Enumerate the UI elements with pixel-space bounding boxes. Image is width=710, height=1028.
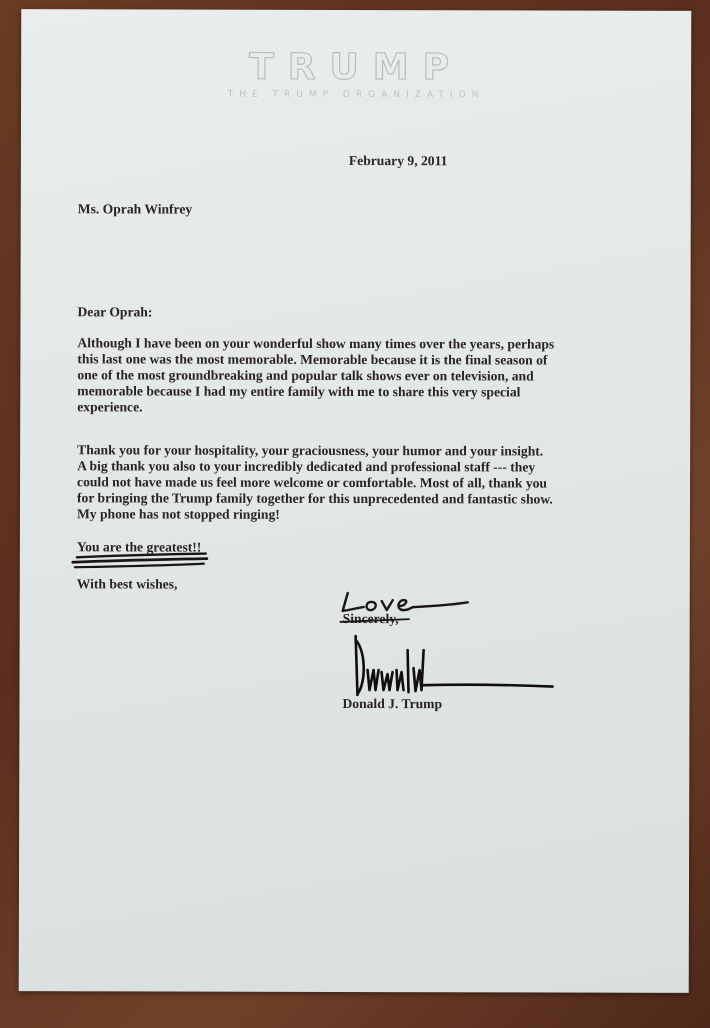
typed-closing: Sincerely, (342, 610, 399, 627)
signer-name: Donald J. Trump (342, 695, 443, 712)
letterhead-logo: TRUMP (249, 46, 464, 89)
body-paragraph-1: Although I have been on your wonderful show many times over the years, perhaps this last one was the most memorable. Memorable because it is the final season of one of the most groundbreaking and popular talk shows ever on television, and memorable because I had my entire family with me to share this very special experience. (77, 335, 555, 415)
best-wishes-line: With best wishes, (76, 576, 178, 592)
letter-date: February 9, 2011 (348, 152, 448, 169)
letterhead-organization: THE TRUMP ORGANIZATION (227, 89, 485, 101)
letterhead (21, 47, 691, 101)
salutation: Dear Oprah: (77, 304, 153, 320)
signature (355, 636, 552, 696)
letter-page (19, 9, 692, 993)
body-paragraph-2: Thank you for your hospitality, your graciousness, your humor and your insight. A big thank you also to your incredibly dedicated and professional staff --- they could not have made us feel more welcome or comfortable. Most of all, thank you for bringing the Trump family together for this unprecedented and fantastic show. My phone has not stopped ringing! (76, 442, 553, 522)
handwritten-love (343, 593, 468, 611)
handwritten-compliment: You are the greatest!! (76, 539, 202, 555)
recipient-name: Ms. Oprah Winfrey (77, 201, 193, 217)
